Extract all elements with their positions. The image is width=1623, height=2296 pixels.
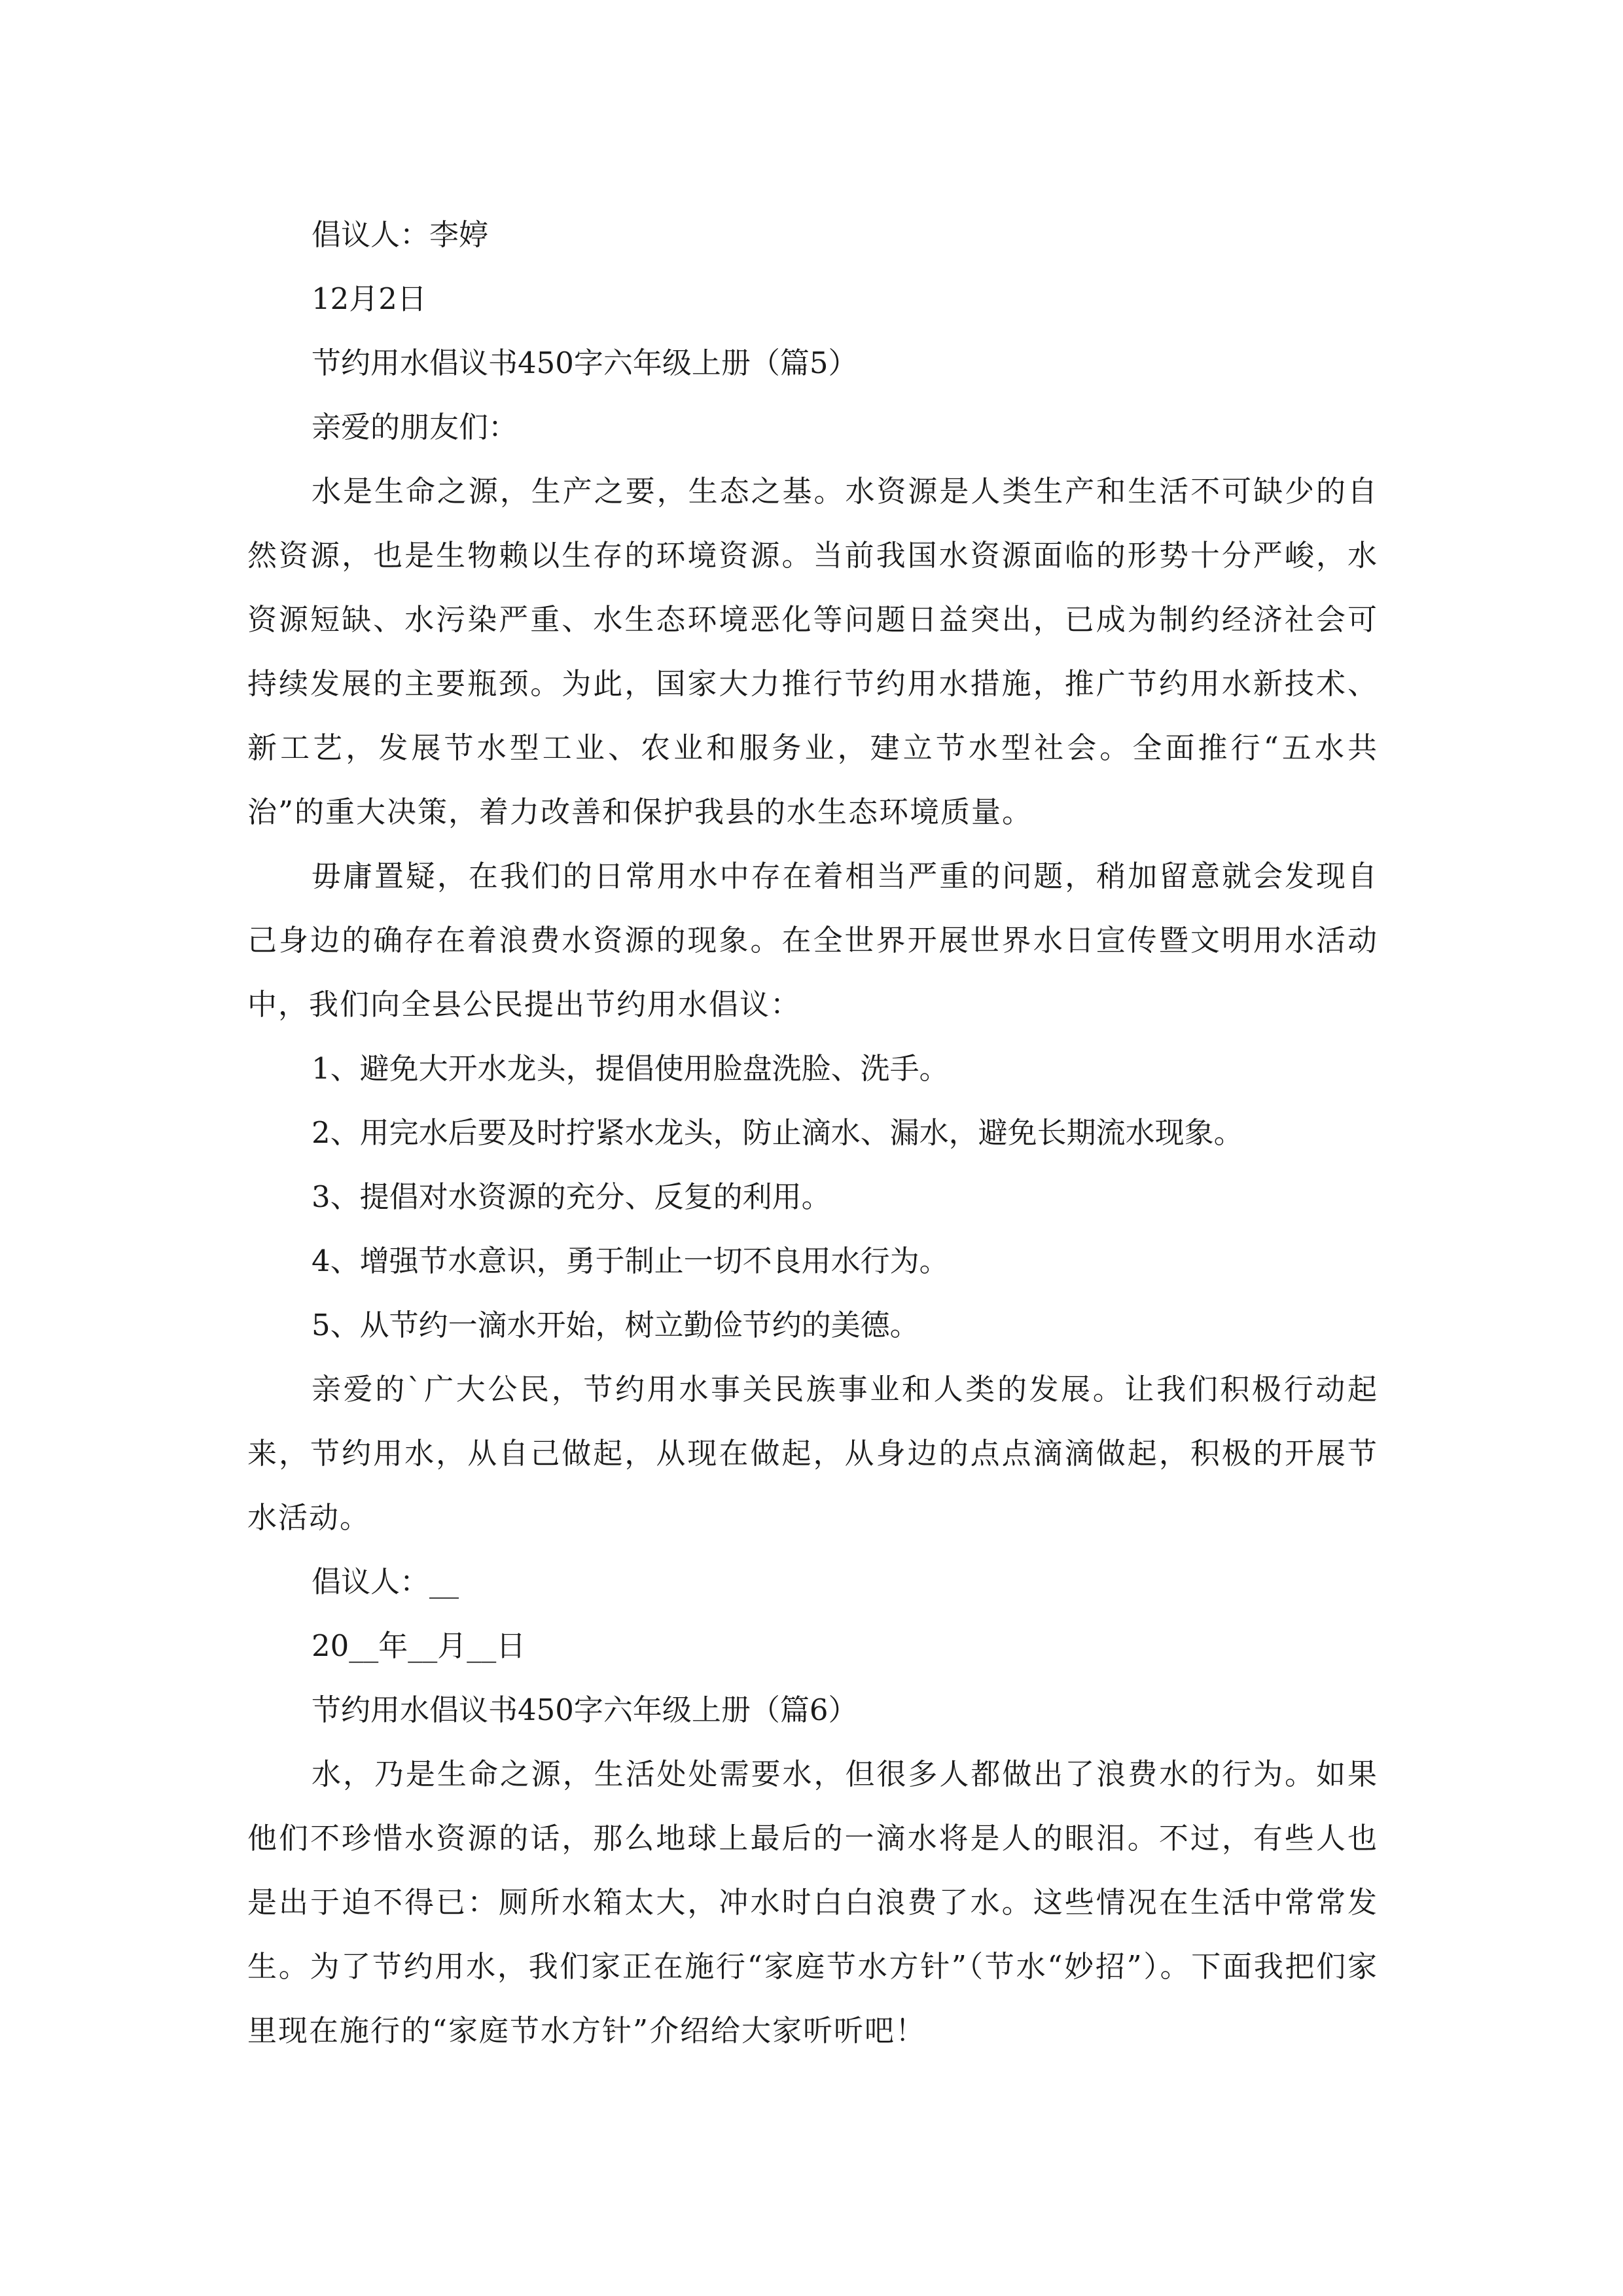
list-item: 1、避免大开水龙头，提倡使用脸盘洗脸、洗手。 — [312, 1051, 949, 1086]
body-paragraph: 水是生命之源，生产之要，生态之基。水资源是人类生产和生活不可缺少的自然资源，也是生物赖以生存的环境资源。当前我国水资源面临的形势十分严峻，水资源短缺、水污染严重、水生态环境恶化等问题日益突出，已成为制约经济社会可持续发展的主要瓶颈。为此，国家大力推行节约用水措施，推广节约用水新技术、新工艺，发展节水型工业、农业和服务业，建立节水型社会。全面推行“五水共治”的重大决策，着力改善和保护我县的水生态环境质量。 — [247, 474, 1378, 829]
date-line: 12月2日 — [312, 281, 427, 316]
greeting: 亲爱的朋友们： — [312, 410, 518, 444]
body-paragraph: 水，乃是生命之源，生活处处需要水，但很多人都做出了浪费水的行为。如果他们不珍惜水资源的话，那么地球上最后的一滴水将是人的眼泪。不过，有些人也是出于迫不得已：厕所水箱太大，冲水时白白浪费了水。这些情况在生活中常常发生。为了节约用水，我们家正在施行“家庭节水方针”（节水“妙招”）。下面我把们家里现在施行的“家庭节水方针”介绍给大家听听吧！ — [247, 1757, 1378, 2048]
body-paragraph: 毋庸置疑，在我们的日常用水中存在着相当严重的问题，稍加留意就会发现自己身边的确存在着浪费水资源的现象。在全世界开展世界水日宣传暨文明用水活动中，我们向全县公民提出节约用水倡议： — [247, 859, 1378, 1022]
proposer-line: 倡议人：李婷 — [312, 217, 489, 252]
closing-paragraph: 亲爱的`广大公民，节约用水事关民族事业和人类的发展。让我们积极行动起来，节约用水，从自己做起，从现在做起，从身边的点点滴滴做起，积极的开展节水活动。 — [247, 1372, 1378, 1535]
list-item: 2、用完水后要及时拧紧水龙头，防止滴水、漏水，避免长期流水现象。 — [312, 1115, 1243, 1150]
list-item: 5、从节约一滴水开始，树立勤俭节约的美德。 — [312, 1308, 919, 1342]
section-title: 节约用水倡议书450字六年级上册（篇6） — [312, 1693, 858, 1727]
section-title: 节约用水倡议书450字六年级上册（篇5） — [312, 346, 858, 380]
list-item: 3、提倡对水资源的充分、反复的利用。 — [312, 1179, 831, 1214]
proposer-line: 倡议人：__ — [312, 1564, 459, 1599]
date-line: 20__年__月__日 — [312, 1628, 526, 1663]
document-page — [247, 203, 1378, 2063]
list-item: 4、增强节水意识，勇于制止一切不良用水行为。 — [312, 1244, 949, 1278]
